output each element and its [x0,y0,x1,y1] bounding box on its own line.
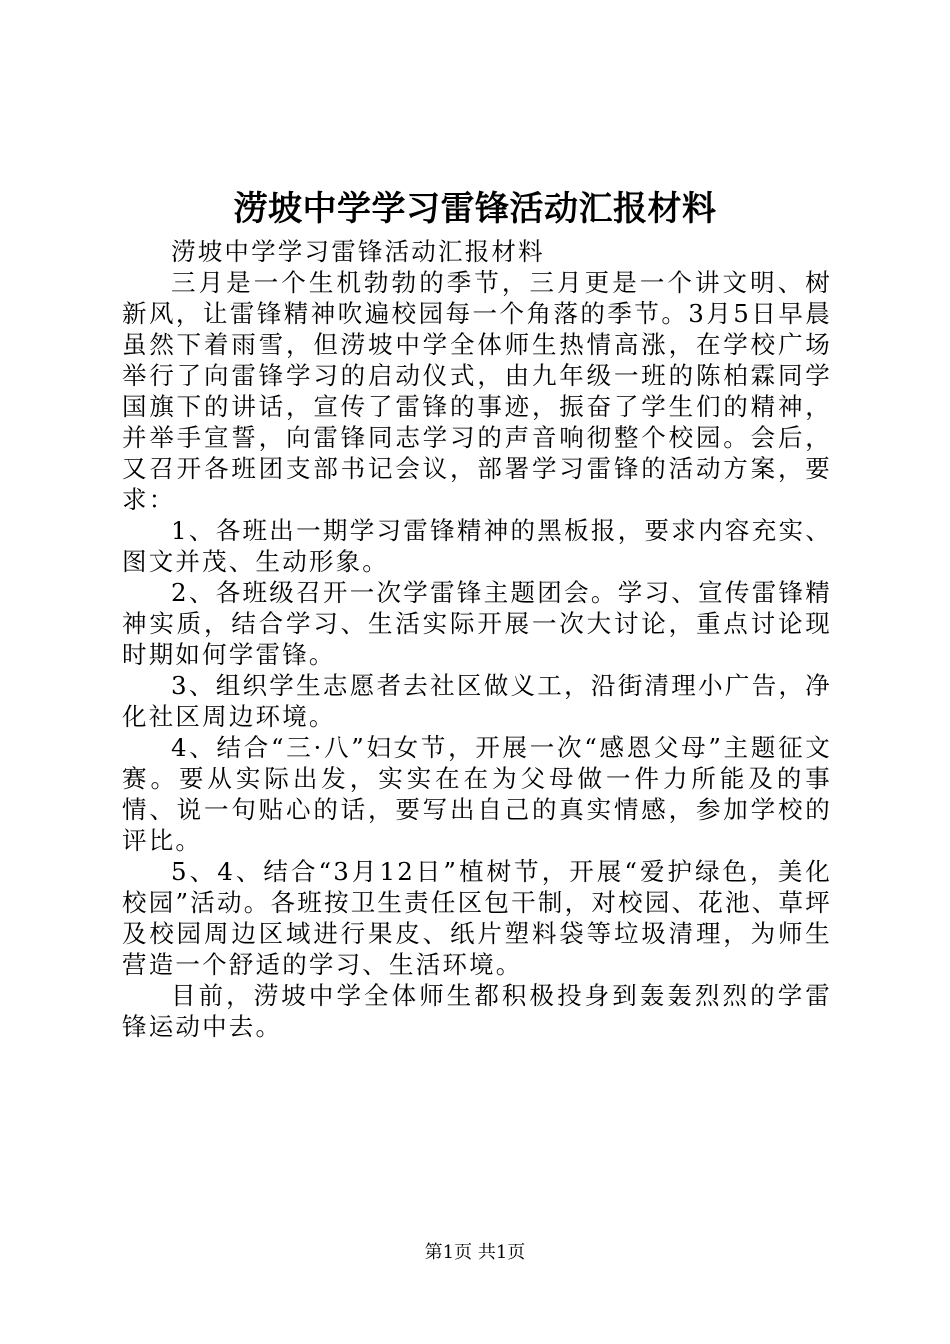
document-body [122,236,832,1042]
paragraph-item-5: 5、4、结合“3月12日”植树节，开展“爱护绿色，美化校园”活动。各班按卫生责任区包干制，对校园、花池、草坪及校园周边区域进行果皮、纸片塑料袋等垃圾清理，为师生营造一个舒适的学习、生活环境。 [122,857,832,979]
paragraph-subtitle: 涝坡中学学习雷锋活动汇报材料 [171,237,545,266]
paragraph-conclusion: 目前，涝坡中学全体师生都积极投身到轰轰烈烈的学雷锋运动中去。 [122,981,832,1041]
paragraph-intro: 三月是一个生机勃勃的季节，三月更是一个讲文明、树新风，让雷锋精神吹遍校园每一个角落的季节。3月5日早晨虽然下着雨雪，但涝坡中学全体师生热情高涨，在学校广场举行了向雷锋学习的启动仪式，由九年级一班的陈柏霖同学国旗下的讲话，宣传了雷锋的事迹，振奋了学生们的精神，并举手宣誓，向雷锋同志学习的声音响彻整个校园。会后，又召开各班团支部书记会议，部署学习雷锋的活动方案，要求： [122,268,832,514]
paragraph-item-4: 4、结合“三·八”妇女节，开展一次“感恩父母”主题征文赛。要从实际出发，实实在在为父母做一件力所能及的事情、说一句贴心的话，要写出自己的真实情感，参加学校的评比。 [122,733,832,855]
page-number-footer: 第1页 共1页 [424,1242,526,1263]
paragraph-item-3: 3、组织学生志愿者去社区做义工，沿街清理小广告，净化社区周边环境。 [122,671,832,731]
document-title: 涝坡中学学习雷锋活动汇报材料 [233,189,717,229]
paragraph-item-2: 2、各班级召开一次学雷锋主题团会。学习、宣传雷锋精神实质，结合学习、生活实际开展一次大讨论，重点讨论现时期如何学雷锋。 [122,578,832,669]
paragraph-item-1: 1、各班出一期学习雷锋精神的黑板报，要求内容充实、图文并茂、生动形象。 [122,516,832,576]
